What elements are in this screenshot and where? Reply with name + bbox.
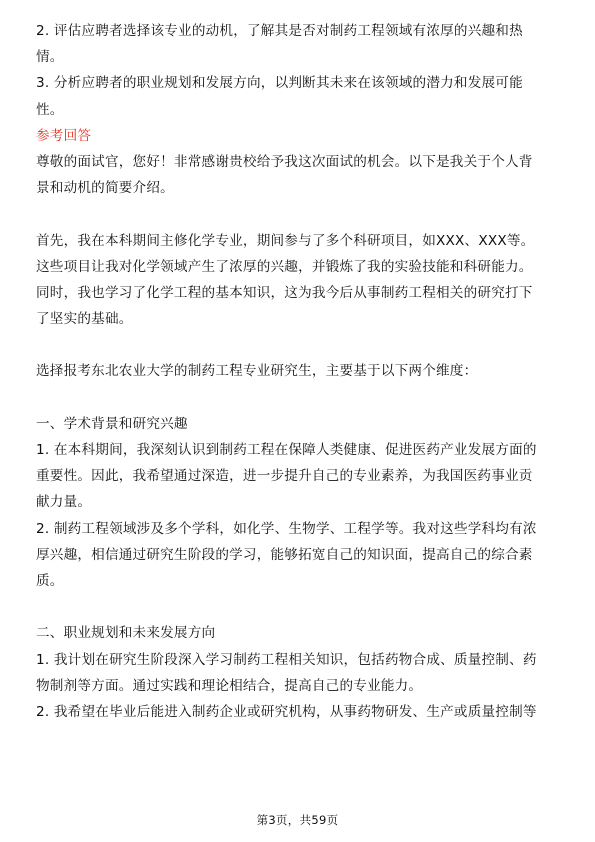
text-line: 同时，我也学习了化学工程的基本知识，这为我今后从事制药工程相关的研究打下 [36,284,533,301]
page-number-footer: 第3页，共59页 [256,813,339,827]
text-line: 这些项目让我对化学领域产生了浓厚的兴趣，并锻炼了我的实验技能和科研能力。 [36,258,533,275]
blank-line [36,385,560,411]
text-line: 景和动机的简要介绍。 [36,180,174,197]
blank-line [36,201,560,227]
text-line: 了坚实的基础。 [36,311,133,328]
text-line: 一、学术背景和研究兴趣 [36,415,188,432]
text-line: 献力量。 [36,494,92,511]
text-line: 2. 评估应聘者选择该专业的动机，了解其是否对制药工程领域有浓厚的兴趣和热 [36,23,523,39]
text-line: 二、职业规划和未来发展方向 [36,625,216,642]
text-line: 2. 我希望在毕业后能进入制药企业或研究机构，从事药物研发、生产或质量控制等 [36,703,537,720]
blank-line [36,332,560,358]
document-page [36,18,560,808]
blank-line [36,594,560,620]
reference-answer-heading: 参考回答 [36,127,92,144]
text-line: 1. 我计划在研究生阶段深入学习制药工程相关知识，包括药物合成、质量控制、药 [36,651,537,668]
text-line: 厚兴趣，相信通过研究生阶段的学习，能够拓宽自己的知识面，提高自己的综合素 [36,546,533,563]
text-line: 3. 分析应聘者的职业规划和发展方向，以判断其未来在该领域的潜力和发展可能 [36,75,523,92]
text-line: 2. 制药工程领域涉及多个学科，如化学、生物学、工程学等。我对这些学科均有浓 [36,520,537,537]
text-line: 情。 [36,49,64,66]
text-line: 性。 [36,101,64,118]
text-line: 重要性。因此，我希望通过深造，进一步提升自己的专业素养，为我国医药事业贡 [36,468,533,485]
text-line: 选择报考东北农业大学的制药工程专业研究生，主要基于以下两个维度： [36,363,478,380]
text-line: 首先，我在本科期间主修化学专业，期间参与了多个科研项目，如XXX、XXX等。 [36,232,535,249]
text-line: 物制剂等方面。通过实践和理论相结合，提高自己的专业能力。 [36,677,423,694]
text-line: 质。 [36,572,64,589]
text-line: 尊敬的面试官，您好！非常感谢贵校给予我这次面试的机会。以下是我关于个人背 [36,153,533,170]
text-line: 1. 在本科期间，我深刻认识到制药工程在保障人类健康、促进医药产业发展方面的 [36,442,537,458]
